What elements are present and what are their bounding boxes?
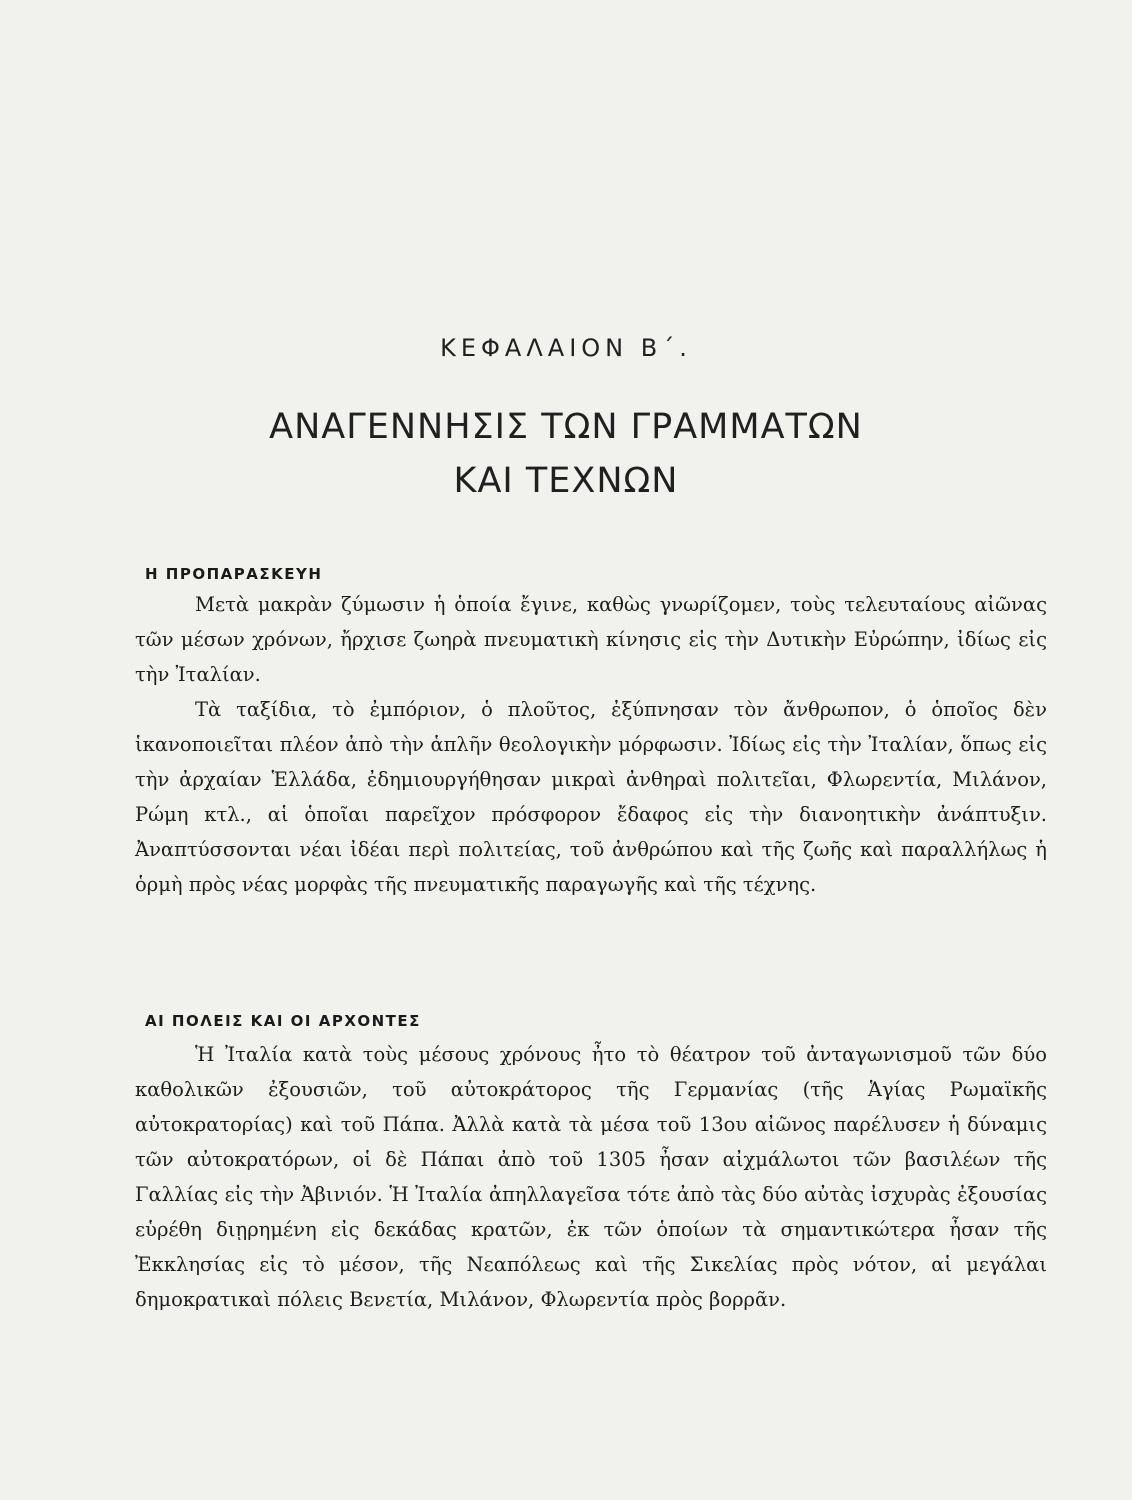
chapter-label: ΚΕΦΑΛΑΙΟΝ Β΄. <box>440 334 692 362</box>
paragraph: Ἡ Ἰταλία κατὰ τοὺς μέσους χρόνους ἦτο τὸ θέατρον τοῦ ἀνταγωνισμοῦ τῶν δύο καθολικῶν ἐξουσιῶν, τοῦ αὐτοκράτορος τῆς Γερμανίας (τῆς Ἁγίας Ρωμαϊκῆς αὐτοκρατορίας) καὶ τοῦ Πάπα. Ἀλλὰ κατὰ τὰ μέσα τοῦ 13ου αἰῶνος παρέλυσεν ἡ δύναμις τῶν αὐτοκρατόρων, οἱ δὲ Πάπαι ἀπὸ τοῦ 1305 ἦσαν αἰχμάλωτοι τῶν βασιλέων τῆς Γαλλίας εἰς τὴν Ἀβινιόν. Ἡ Ἰταλία ἀπηλλαγεῖσα τότε ἀπὸ τὰς δύο αὐτὰς ἰσχυρὰς ἐξουσίας εὑρέθη διῃρημένη εἰς δεκάδας κρατῶν, ἐκ τῶν ὁποίων τὰ σημαντικώτερα ἦσαν τῆς Ἐκκλησίας εἰς τὸ μέσον, τῆς Νεαπόλεως καὶ τῆς Σικελίας πρὸς νότον, αἱ μεγάλαι δημοκρατικαὶ πόλεις Βενετία, Μιλάνον, Φλωρεντία πρὸς βορρᾶν. <box>135 1043 1047 1311</box>
paragraph: Τὰ ταξίδια, τὸ ἐμπόριον, ὁ πλοῦτος, ἐξύπνησαν τὸν ἄνθρωπον, ὁ ὁποῖος δὲν ἱκανοποιεῖται πλέον ἀπὸ τὴν ἁπλῆν θεολογικὴν μόρφωσιν. Ἰδίως εἰς τὴν Ἰταλίαν, ὅπως εἰς τὴν ἀρχαίαν Ἑλλάδα, ἐδημιουργήθησαν μικραὶ ἀνθηραὶ πολιτεῖαι, Φλωρεντία, Μιλάνον, Ρώμη κτλ., αἱ ὁποῖαι παρεῖχον πρόσφορον ἔδαφος εἰς τὴν διανοητικὴν ἀνάπτυξιν. Ἀναπτύσσονται νέαι ἰδέαι περὶ πολιτείας, τοῦ ἀνθρώπου καὶ τῆς ζωῆς καὶ παραλλήλως ἡ ὁρμὴ πρὸς νέας μορφὰς τῆς πνευματικῆς παραγωγῆς καὶ τῆς τέχνης. <box>135 698 1047 896</box>
section-body-cities-rulers <box>135 1037 1047 1317</box>
chapter-title <box>0 400 1132 508</box>
chapter-title-line-1: ΑΝΑΓΕΝΝΗΣΙΣ ΤΩΝ ΓΡΑΜΜΑΤΩΝ <box>269 407 863 447</box>
section-heading-cities-rulers: ΑΙ ΠΟΛΕΙΣ ΚΑΙ ΟΙ ΑΡΧΟΝΤΕΣ <box>145 1012 421 1030</box>
section-heading-preparation: Η ΠΡΟΠΑΡΑΣΚΕΥΗ <box>145 565 323 583</box>
chapter-title-line-2: ΚΑΙ ΤΕΧΝΩΝ <box>453 461 679 501</box>
section-body-preparation <box>135 587 1047 902</box>
paragraph: Μετὰ μακρὰν ζύμωσιν ἡ ὁποία ἔγινε, καθὼς γνωρίζομεν, τοὺς τελευταίους αἰῶνας τῶν μέσων χρόνων, ἤρχισε ζωηρὰ πνευματικὴ κίνησις εἰς τὴν Δυτικὴν Εὐρώπην, ἰδίως εἰς τὴν Ἰταλίαν. <box>135 593 1047 686</box>
